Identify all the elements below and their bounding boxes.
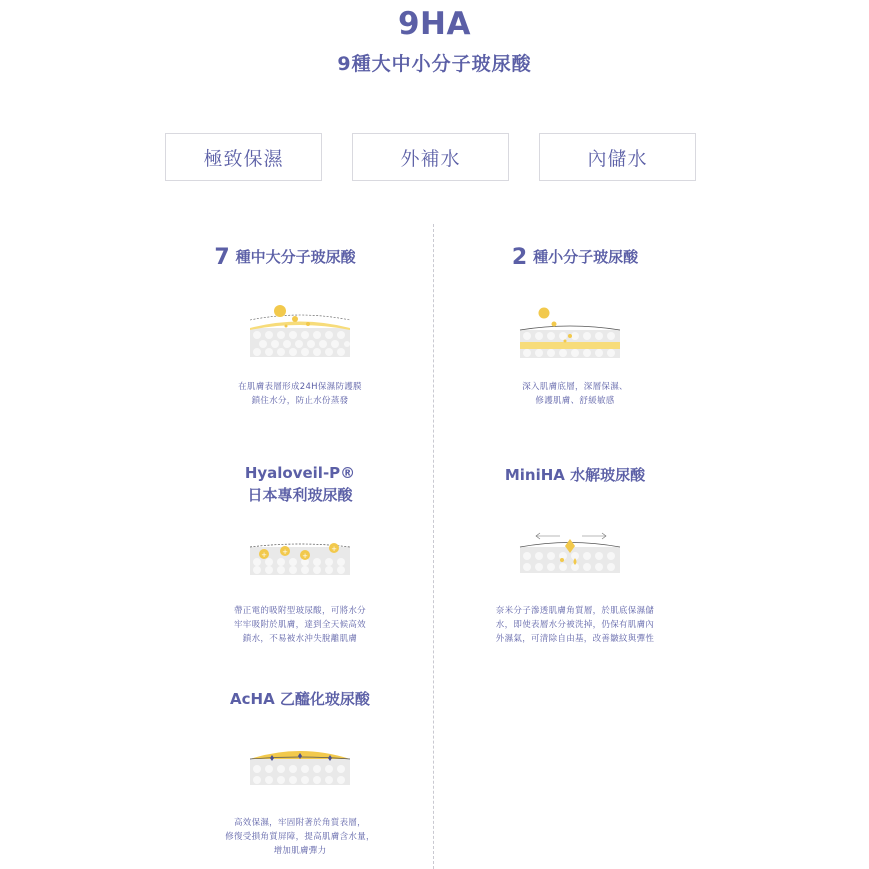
left-section3-description: 高效保濕，牢固附著於角質表層， 修復受損角質屏障，提高肌膚含水量， 增加肌膚彈力	[225, 818, 375, 856]
large-molecule-skin-illustration	[248, 300, 354, 360]
left-section1-number: 7	[214, 245, 230, 270]
tab-external-hydration[interactable]: 外補水	[352, 133, 509, 181]
right-section2-title: MiniHA 水解玻尿酸	[504, 466, 646, 484]
page-title: 9HA	[397, 6, 471, 42]
left-section2-title-line1: Hyaloveil-P®	[244, 464, 356, 482]
left-section2-title-line2: 日本專利玻尿酸	[247, 486, 353, 504]
hyaloveil-skin-illustration	[248, 537, 354, 577]
left-section3-heading	[160, 688, 440, 710]
right-section2-heading	[440, 464, 710, 486]
left-section2-heading	[160, 462, 440, 506]
left-section2-description: 帶正電的吸附型玻尿酸，可將水分 牢牢吸附於肌膚，達到全天候高效 鎖水，不易被水沖失脫離肌膚	[233, 606, 366, 644]
column-divider	[433, 224, 434, 869]
right-section2-description: 奈米分子滲透肌膚角質層，於肌底保濕儲 水，即使表層水分被洗掉，仍保有肌膚內 外濕氣，可清除自由基，改善皺紋與彈性	[495, 606, 655, 644]
svg-text:+: +	[261, 551, 267, 559]
right-section1-title: 種小分子玻尿酸	[533, 248, 639, 266]
left-section1-heading	[150, 246, 420, 269]
svg-text:+: +	[302, 552, 308, 560]
left-section3-title: AcHA 乙醯化玻尿酸	[230, 690, 370, 708]
tab-internal-water-storage[interactable]: 內儲水	[539, 133, 696, 181]
right-section1-description: 深入肌膚底層，深層保濕、 修護肌膚、舒緩敏感	[522, 382, 628, 406]
right-section1-number: 2	[511, 245, 528, 270]
svg-text:+: +	[282, 548, 288, 556]
svg-text:+: +	[331, 545, 337, 553]
tab-extreme-moisture[interactable]: 極致保濕	[165, 133, 322, 181]
right-section1-heading	[440, 246, 710, 269]
left-section1-description: 在肌膚表層形成24H保濕防護膜 鎖住水分，防止水份蒸發	[238, 382, 362, 406]
page-subtitle: 9種大中小分子玻尿酸	[337, 53, 532, 75]
left-section1-title: 種中大分子玻尿酸	[235, 248, 356, 266]
miniha-skin-illustration	[518, 530, 624, 575]
small-molecule-skin-illustration	[518, 302, 624, 362]
acha-skin-illustration	[248, 745, 354, 787]
